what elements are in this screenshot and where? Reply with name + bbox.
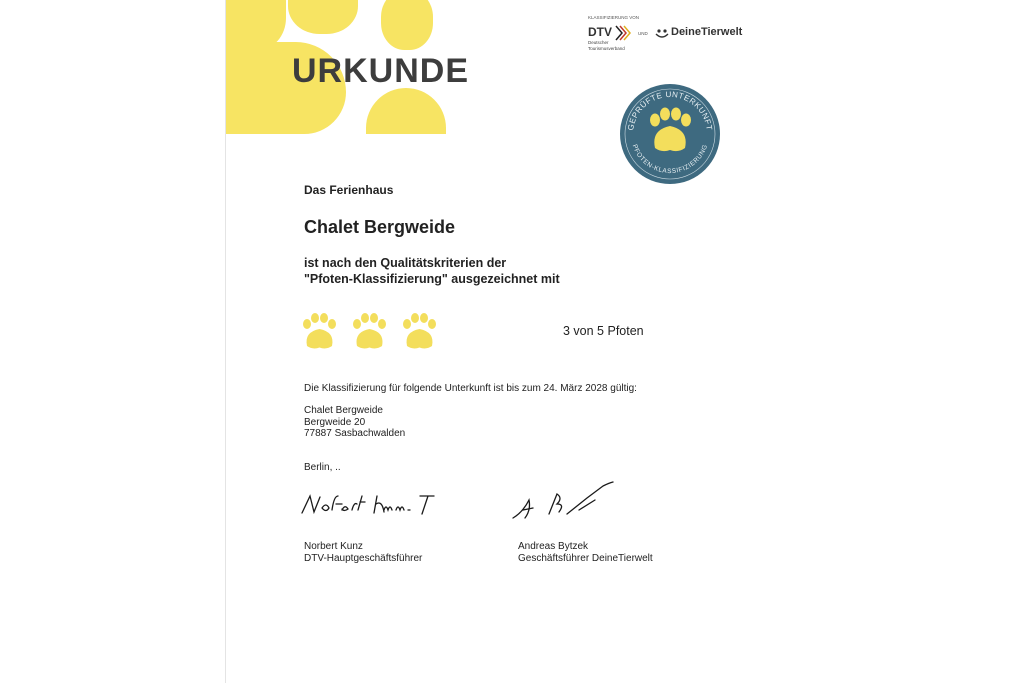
criteria-line-2: "Pfoten-Klassifizierung" ausgezeichnet mit [304, 272, 560, 286]
address-line: 77887 Sasbachwalden [304, 428, 406, 439]
paw-toe-decoration [288, 0, 358, 34]
dtv-logo-text: DTV [588, 25, 612, 39]
paw-icon [353, 313, 386, 348]
logo-caption: KLASSIFIZIERUNG VON [588, 15, 640, 20]
address-line: Bergweide 20 [304, 416, 366, 428]
certificate-title: URKUNDE [292, 52, 469, 90]
dtv-sub-text: Tourismusverband [588, 46, 625, 51]
intro-text: Das Ferienhaus [304, 183, 394, 197]
paw-icon [403, 313, 436, 348]
seal-top-text: GEPRÜFTE UNTERKUNFT [626, 89, 714, 132]
signatory-name: Norbert Kunz [304, 541, 363, 552]
address-line: Chalet Bergweide [304, 405, 383, 416]
paw-toe-decoration [381, 0, 433, 50]
address-block [304, 405, 405, 440]
certificate-page [225, 0, 801, 683]
signatory-2 [518, 541, 653, 564]
pfoten-seal [615, 82, 725, 186]
property-name: Chalet Bergweide [304, 217, 456, 237]
dtv-sub-text: Deutscher [588, 40, 609, 45]
rating-text: 3 von 5 Pfoten [563, 324, 644, 338]
paw-pad-decoration [366, 88, 446, 134]
paw-rating [300, 312, 450, 350]
validity-text: Die Klassifizierung für folgende Unterkunft ist bis zum 24. März 2028 gültig: [304, 383, 637, 394]
signatory-role: DTV-Hauptgeschäftsführer [304, 552, 423, 564]
signatory-name: Andreas Bytzek [518, 541, 589, 552]
place-date: Berlin, .. [304, 462, 341, 473]
dtv-flag-icon [624, 26, 630, 40]
paw-icon [303, 313, 336, 348]
und-text: UND [638, 31, 648, 36]
deinetierwelt-face-icon [656, 29, 668, 37]
deinetierwelt-logo-text: DeineTierwelt [671, 26, 743, 38]
signatory-1 [304, 541, 422, 564]
signature-kunz [298, 488, 448, 520]
signatory-role: Geschäftsführer DeineTierwelt [518, 552, 653, 564]
signature-bytzek [509, 480, 634, 524]
criteria-line-1: ist nach den Qualitätskriterien der [304, 256, 507, 270]
dtv-deinetierwelt-logo [588, 14, 768, 56]
seal-bottom-text: PFOTEN-KLASSIFIZIERUNG [630, 143, 710, 176]
